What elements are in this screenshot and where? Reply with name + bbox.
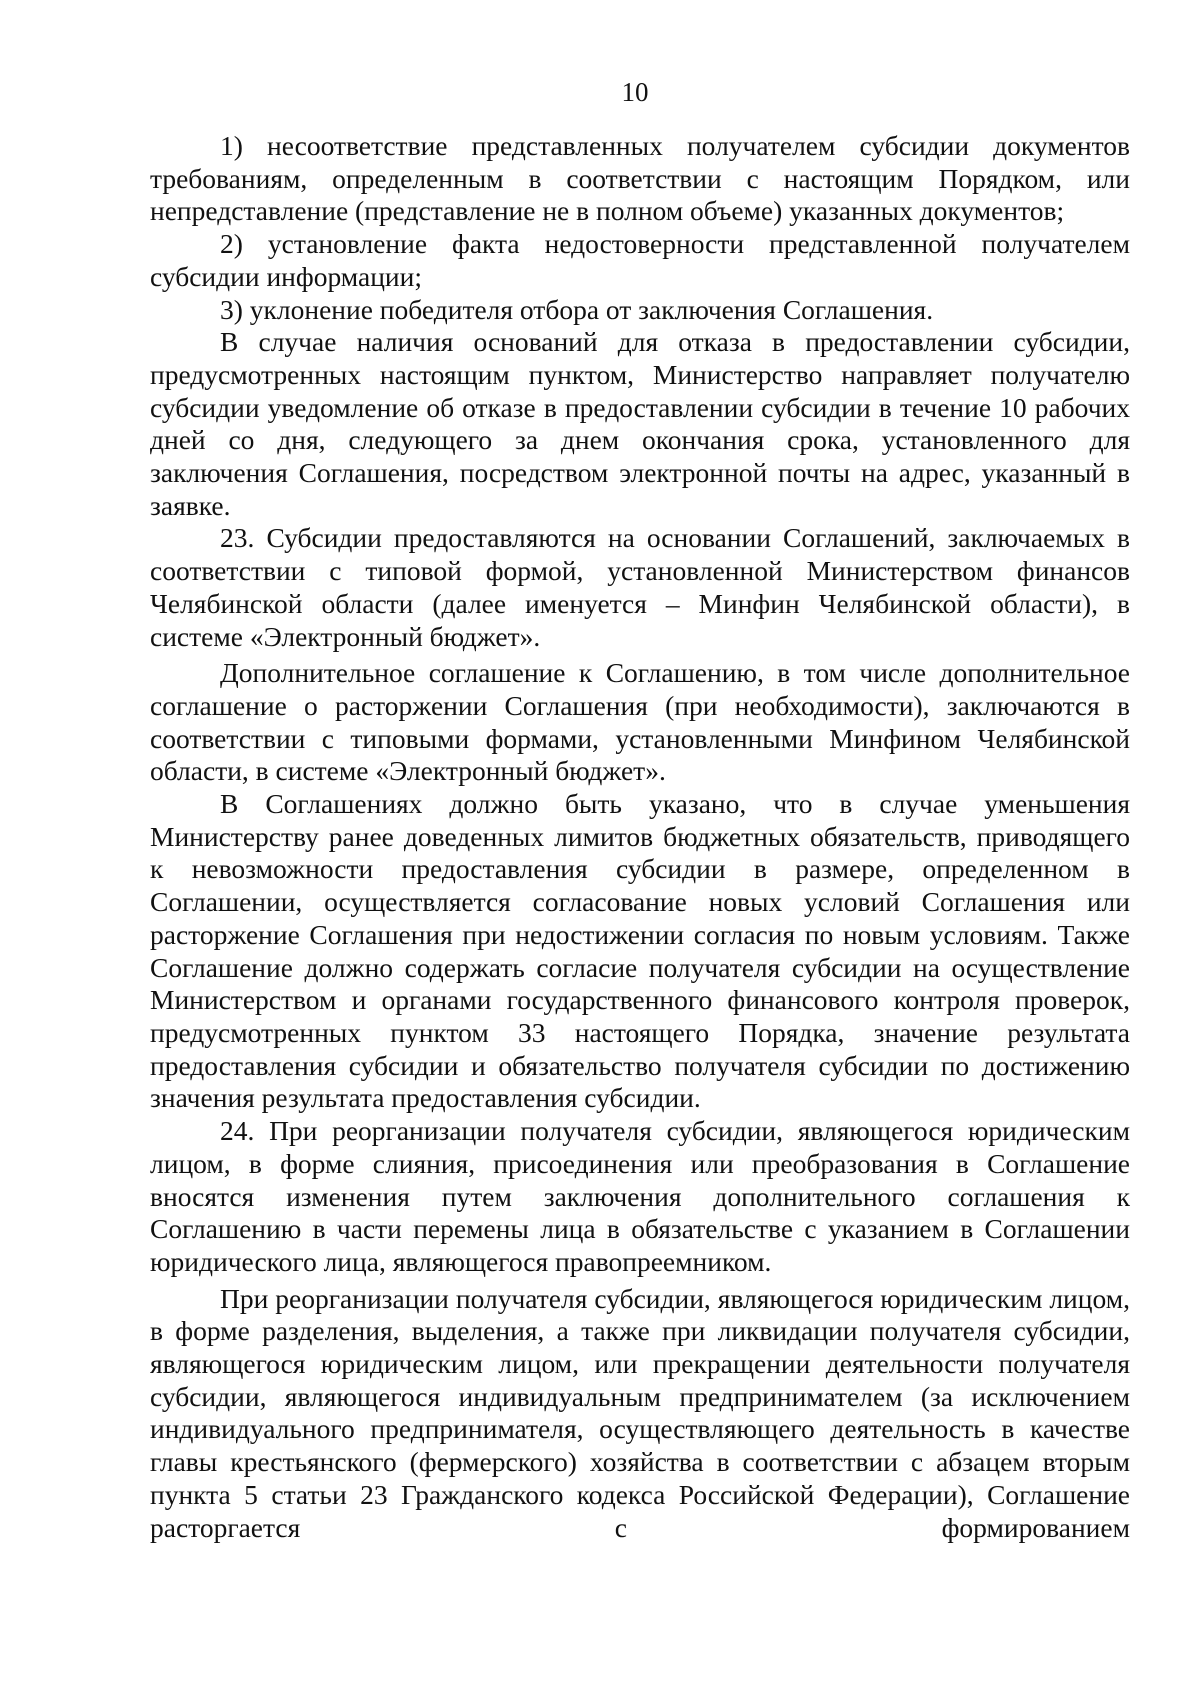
paragraph-reorganization: При реорганизации получателя субсидии, являющегося юридическим лицом, в форме разделения, выделения, а также при ликвидации получателя субсидии, являющегося юридическим лицом, или прекращении деятельности получателя субсидии, являющегося индивидуальным предпринимателем (за исключением индивидуального предпринимателя, осуществляющего деятельность в качестве главы крестьянского (фермерского) хозяйства в соответствии с абзацем вторым пункта 5 статьи 23 Гражданского кодекса Российской Федерации), Соглашение расторгается с формированием [150, 1282, 1130, 1543]
paragraph-23: 23. Субсидии предоставляются на основании Соглашений, заключаемых в соответствии с типовой формой, установленной Министерством финансов Челябинской области (далее именуется – Минфин Челябинской области), в системе «Электронный бюджет». [150, 522, 1130, 652]
paragraph-additional-agreement: Дополнительное соглашение к Соглашению, в том числе дополнительное соглашение о расторжении Соглашения (при необходимости), заключаются в соответствии с типовыми формами, установленными Минфином Челябинской области, в системе «Электронный бюджет». [150, 657, 1130, 787]
paragraph-24: 24. При реорганизации получателя субсидии, являющегося юридическим лицом, в форме слияния, присоединения или преобразования в Соглашение вносятся изменения путем заключения дополнительного соглашения к Соглашению в части перемены лица в обязательстве с указанием в Соглашении юридического лица, являющегося правопреемником. [150, 1115, 1130, 1277]
paragraph-refusal-notice: В случае наличия оснований для отказа в предоставлении субсидии, предусмотренных настоящим пунктом, Министерство направляет получателю субсидии уведомление об отказе в предоставлении субсидии в течение 10 рабочих дней со дня, следующего за днем окончания срока, установленного для заключения Соглашения, посредством электронной почты на адрес, указанный в заявке. [150, 326, 1130, 521]
document-body [150, 130, 1130, 1544]
paragraph-item-2: 2) установление факта недостоверности представленной получателем субсидии информации; [150, 228, 1130, 292]
paragraph-agreement-conditions: В Соглашениях должно быть указано, что в случае уменьшения Министерству ранее доведенных лимитов бюджетных обязательств, приводящего к невозможности предоставления субсидии в размере, определенном в Соглашении, осуществляется согласование новых условий Соглашения или расторжение Соглашения при недостижении согласия по новым условиям. Также Соглашение должно содержать согласие получателя субсидии на осуществление Министерством и органами государственного финансового контроля проверок, предусмотренных пунктом 33 настоящего Порядка, значение результата предоставления субсидии и обязательство получателя субсидии по достижению значения результата предоставления субсидии. [150, 788, 1130, 1114]
page-number: 10 [621, 77, 649, 107]
paragraph-item-3: 3) уклонение победителя отбора от заключения Соглашения. [220, 293, 934, 325]
paragraph-item-1: 1) несоответствие представленных получателем субсидии документов требованиям, определенным в соответствии с настоящим Порядком, или непредставление (представление не в полном объеме) указанных документов; [150, 130, 1130, 227]
